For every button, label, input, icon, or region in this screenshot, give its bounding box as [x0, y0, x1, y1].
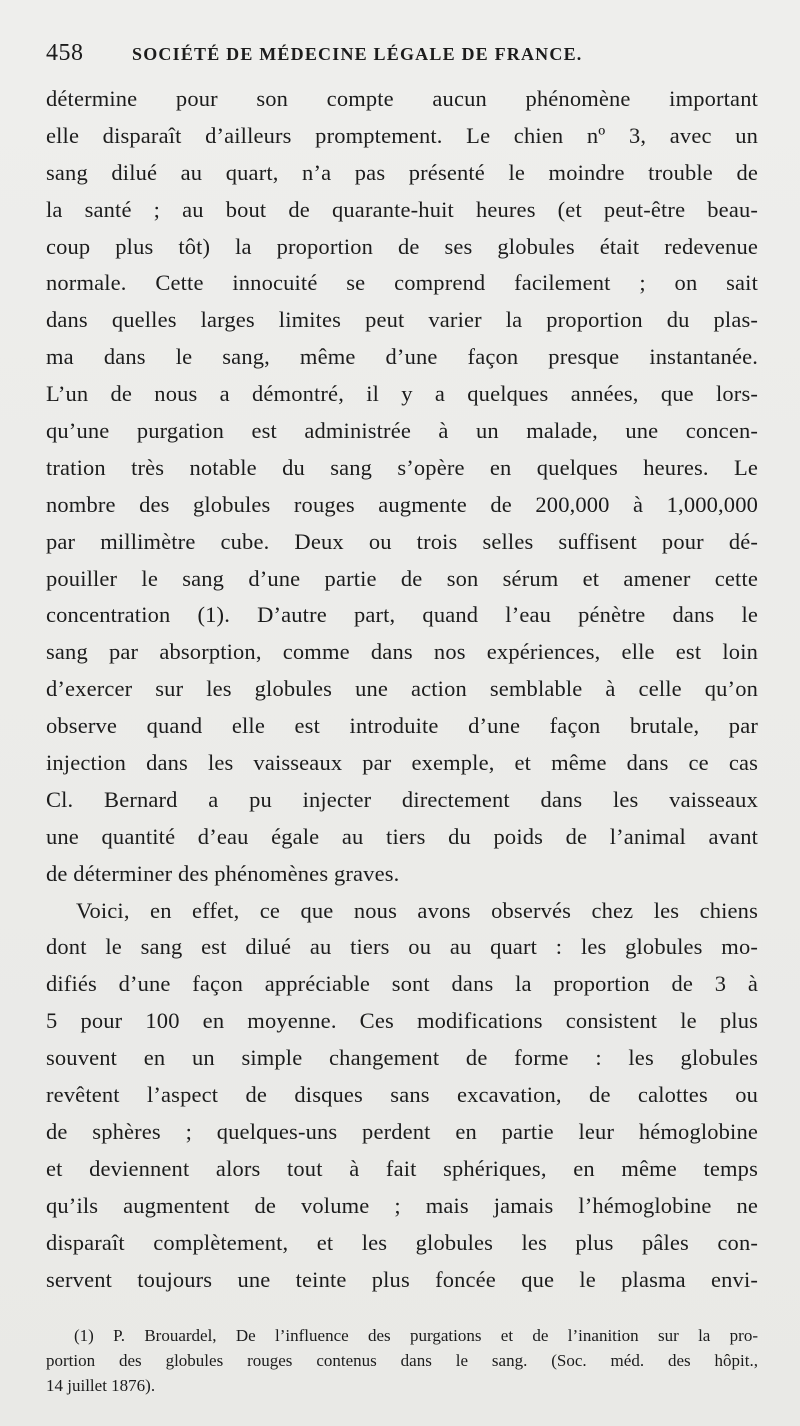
text-line: concentration (1). D’autre part, quand l’eau pénètre dans le	[46, 602, 758, 628]
footnote-line: 14 juillet 1876).	[46, 1376, 156, 1395]
text-line: de déterminer des phénomènes graves.	[46, 860, 400, 886]
text-line: dont le sang est dilué au tiers ou au quart : les globules mo-	[46, 934, 758, 960]
text-line: 5 pour 100 en moyenne. Ces modifications consistent le plus	[46, 1008, 758, 1034]
text-line: normale. Cette innocuité se comprend facilement ; on sait	[46, 270, 758, 296]
page-header	[46, 38, 766, 78]
text-line: observe quand elle est introduite d’une façon brutale, par	[46, 713, 758, 739]
text-line: elle disparaît d’ailleurs promptement. Le chien nº 3, avec un	[46, 122, 758, 148]
text-line: ma dans le sang, même d’une façon presque instantanée.	[46, 344, 758, 370]
text-line: nombre des globules rouges augmente de 200,000 à 1,000,000	[46, 491, 758, 517]
text-line: difiés d’une façon appréciable sont dans la proportion de 3 à	[46, 971, 758, 997]
text-line: tration très notable du sang s’opère en quelques heures. Le	[46, 454, 758, 480]
text-line: L’un de nous a démontré, il y a quelques années, que lors-	[46, 381, 758, 407]
text-line: sang dilué au quart, n’a pas présenté le moindre trouble de	[46, 159, 758, 185]
text-line: sang par absorption, comme dans nos expériences, elle est loin	[46, 639, 758, 665]
text-line: revêtent l’aspect de disques sans excavation, de calottes ou	[46, 1082, 758, 1108]
page-number: 458	[46, 40, 84, 66]
text-line: par millimètre cube. Deux ou trois selles suffisent pour dé-	[46, 528, 758, 554]
text-line: qu’une purgation est administrée à un malade, une concen-	[46, 418, 758, 444]
body-text	[46, 81, 758, 1298]
text-line: disparaît complètement, et les globules les plus pâles con-	[46, 1229, 758, 1255]
text-line: d’exercer sur les globules une action semblable à celle qu’on	[46, 676, 758, 702]
text-line: servent toujours une teinte plus foncée que le plasma envi-	[46, 1266, 758, 1292]
text-line: qu’ils augmentent de volume ; mais jamais l’hémoglobine ne	[46, 1192, 758, 1218]
text-line: et deviennent alors tout à fait sphériques, en même temps	[46, 1155, 758, 1181]
text-line: détermine pour son compte aucun phénomène important	[46, 86, 758, 111]
footnote	[46, 1323, 758, 1398]
text-line: une quantité d’eau égale au tiers du poids de l’animal avant	[46, 823, 758, 849]
text-line: pouiller le sang d’une partie de son sérum et amener cette	[46, 565, 758, 591]
text-line: Cl. Bernard a pu injecter directement dans les vaisseaux	[46, 786, 758, 812]
text-line: de sphères ; quelques-uns perdent en partie leur hémoglobine	[46, 1118, 758, 1144]
text-line: coup plus tôt) la proportion de ses globules était redevenue	[46, 233, 758, 259]
text-line: injection dans les vaisseaux par exemple, et même dans ce cas	[46, 750, 758, 776]
text-line: Voici, en effet, ce que nous avons observés chez les chiens	[76, 897, 758, 923]
footnote-line: portion des globules rouges contenus dans le sang. (Soc. méd. des hôpit.,	[46, 1351, 758, 1370]
running-title: SOCIÉTÉ DE MÉDECINE LÉGALE DE FRANCE.	[132, 44, 583, 64]
text-line: dans quelles larges limites peut varier la proportion du plas-	[46, 307, 758, 333]
text-line: la santé ; au bout de quarante-huit heures (et peut-être beau-	[46, 196, 758, 222]
footnote-line: (1) P. Brouardel, De l’influence des purgations et de l’inanition sur la pro-	[74, 1326, 758, 1345]
text-line: souvent en un simple changement de forme : les globules	[46, 1045, 758, 1071]
